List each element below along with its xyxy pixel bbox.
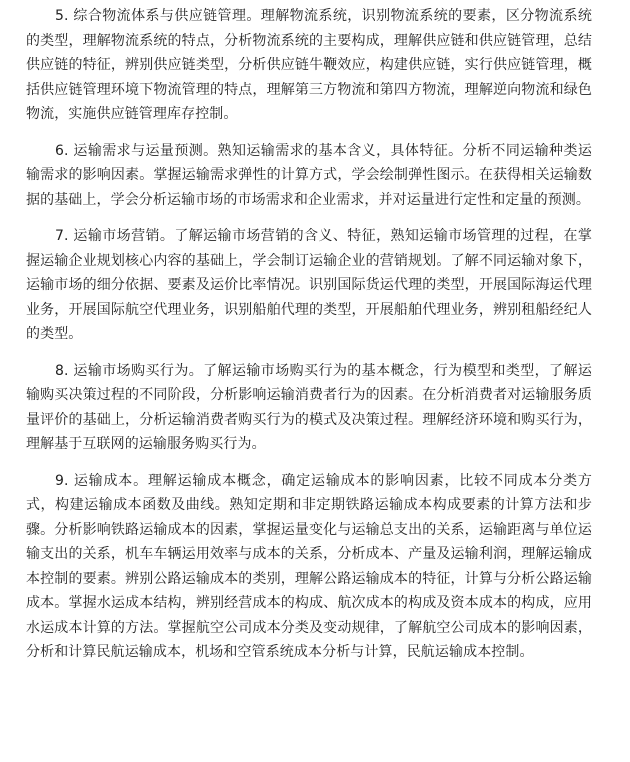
paragraph-logistics-supply-chain: 5. 综合物流体系与供应链管理。理解物流系统，识别物流系统的要素，区分物流系统的类型，理解物流系统的特点，分析物流系统的主要构成，理解供应链和供应链管理，总结供应链的特征，辨别供应链类型，分析供应链牛鞭效应，构建供应链，实行供应链管理，概括供应链管理环境下物流管理的特点，理解第三方物流和第四方物流，理解逆向物流和绿色物流，实施供应链管理库存控制。: [26, 8, 592, 122]
paragraph-transport-marketing: 7. 运输市场营销。了解运输市场营销的含义、特征，熟知运输市场管理的过程，在掌握运输企业规划核心内容的基础上，学会制订运输企业的营销规划。了解不同运输对象下，运输市场的细分依据、要素及运价比率情况。识别国际货运代理的类型，开展国际海运代理业务，开展国际航空代理业务，识别船舶代理的类型，开展船舶代理业务，辨别租船经纪人的类型。: [26, 228, 592, 342]
paragraph-transport-cost: 9. 运输成本。理解运输成本概念，确定运输成本的影响因素，比较不同成本分类方式，构建运输成本函数及曲线。熟知定期和非定期铁路运输成本构成要素的计算方法和步骤。分析影响铁路运输成本的因素，掌握运量变化与运输总支出的关系，运输距离与单位运输支出的关系，机车车辆运用效率与成本的关系，分析成本、产量及运输利润，理解运输成本控制的要素。辨别公路运输成本的类别，理解公路运输成本的特征，计算与分析公路运输成本。掌握水运成本结构，辨别经营成本的构成、航次成本的构成及资本成本的构成，应用水运成本计算的方法。掌握航空公司成本分类及变动规律，了解航空公司成本的影响因素，分析和计算民航运输成本，机场和空管系统成本分析与计算，民航运输成本控制。: [26, 472, 592, 660]
paragraph-purchase-behavior: 8. 运输市场购买行为。了解运输市场购买行为的基本概念，行为模型和类型，了解运输购买决策过程的不同阶段，分析影响运输消费者行为的因素。在分析消费者对运输服务质量评价的基础上，分析运输消费者购买行为的模式及决策过程。理解经济环境和购买行为，理解基于互联网的运输服务购买行为。: [26, 362, 592, 452]
paragraph-transport-demand: 6. 运输需求与运量预测。熟知运输需求的基本含义，具体特征。分析不同运输种类运输需求的影响因素。掌握运输需求弹性的计算方式，学会绘制弹性图示。在获得相关运输数据的基础上，学会分析运输市场的市场需求和企业需求，并对运量进行定性和定量的预测。: [26, 142, 592, 208]
document-body: [26, 4, 592, 665]
